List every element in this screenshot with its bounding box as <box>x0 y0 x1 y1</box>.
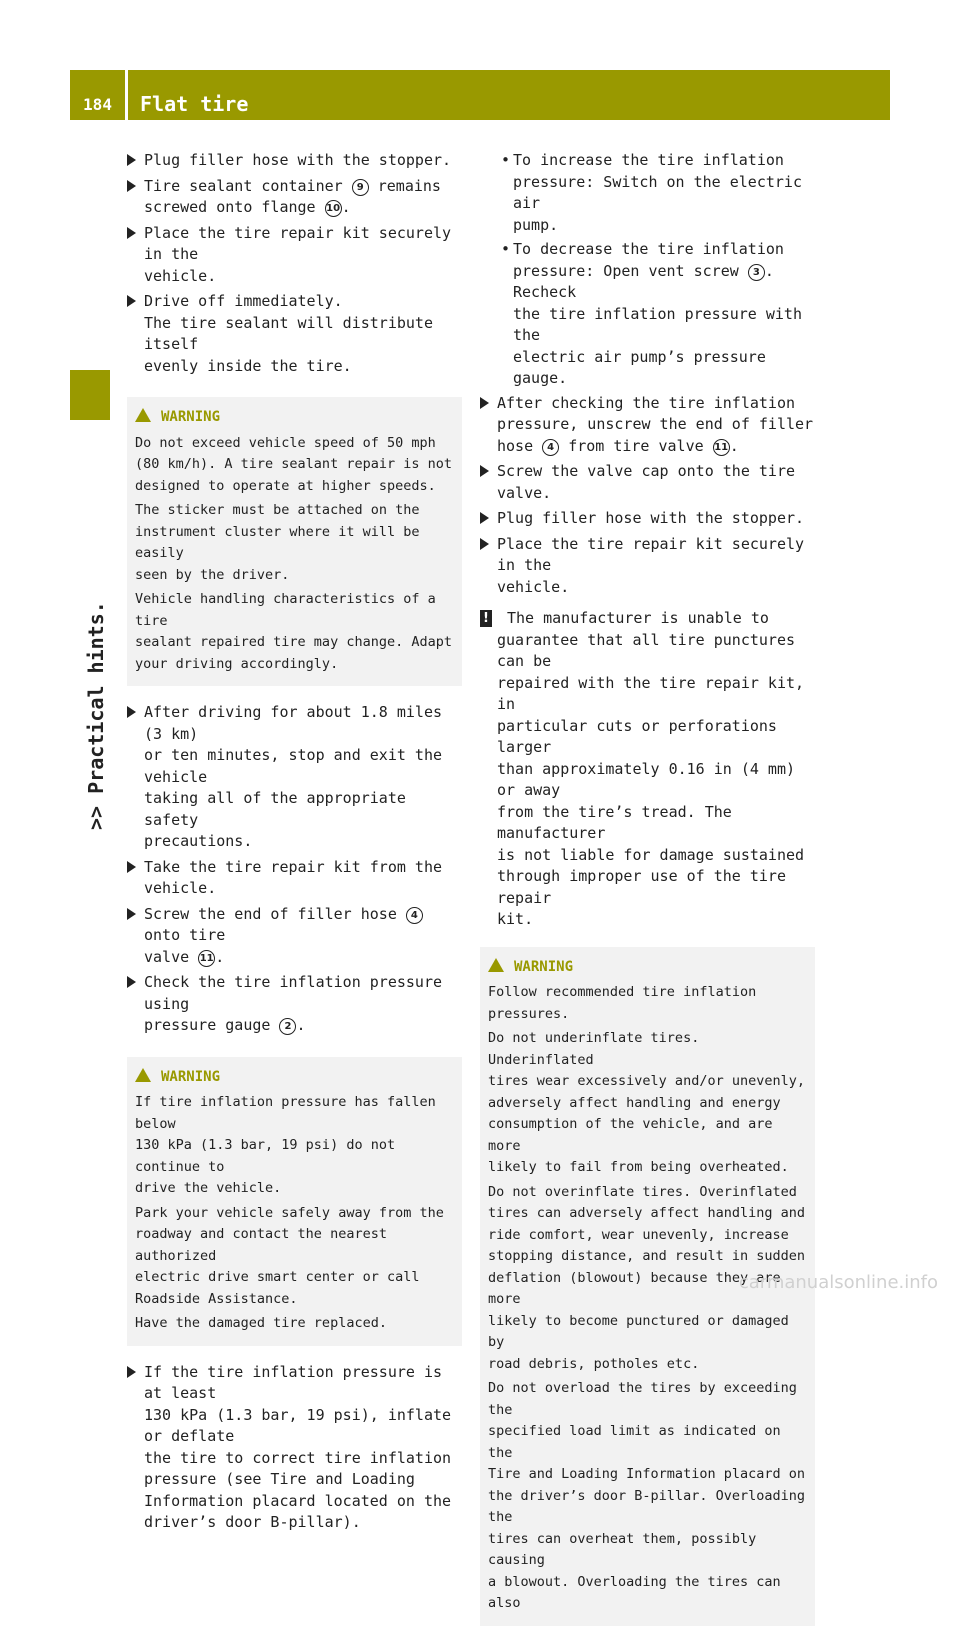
arrow-right-icon <box>127 227 136 239</box>
page-title: Flat tire <box>140 92 249 116</box>
warning-paragraph: Do not exceed vehicle speed of 50 mph (80 km/h). A tire sealant repair is not designed to operate at higher speeds. <box>135 434 452 494</box>
warning-paragraph: Vehicle handling characteristics of a tire sealant repaired tire may change. Adapt your driving accordingly. <box>135 591 452 672</box>
arrow-right-icon <box>127 908 136 920</box>
page-number: 184 <box>83 95 112 114</box>
arrow-right-icon <box>127 295 136 307</box>
callout-number: 11 <box>713 439 730 456</box>
instruction-step: After checking the tire inflation pressure, unscrew the end of filler hose 4 from tire valve 11 . <box>480 393 815 458</box>
warning-box <box>127 1057 462 1346</box>
header-divider <box>125 70 128 120</box>
warning-paragraph: The sticker must be attached on the instrument cluster where it will be easily seen by the driver. <box>135 502 420 583</box>
arrow-right-icon <box>127 154 136 166</box>
callout-number: 4 <box>406 907 423 924</box>
instruction-step: Plug filler hose with the stopper. <box>480 508 815 530</box>
warning-paragraph: Park your vehicle safely away from the roadway and contact the nearest authorized electric drive smart center or call Roadside Assistance. <box>135 1204 444 1307</box>
instruction-step <box>127 223 462 288</box>
warning-paragraph: If tire inflation pressure has fallen below 130 kPa (1.3 bar, 19 psi) do not continue to drive the vehicle. <box>135 1094 436 1196</box>
step-text: Plug filler hose with the stopper. <box>144 151 452 169</box>
warning-triangle-icon <box>135 1068 151 1082</box>
step-text: evenly inside the tire. <box>144 356 352 375</box>
callout-number: 4 <box>542 439 559 456</box>
arrow-right-icon <box>127 976 136 988</box>
step-text: Drive off immediately. <box>144 292 343 310</box>
instruction-step <box>127 291 462 377</box>
arrow-right-icon <box>480 538 489 550</box>
right-column <box>480 150 815 1626</box>
step-text: screwed onto flange 10 . <box>144 198 351 216</box>
step-text: The tire sealant will distribute itself <box>144 313 433 353</box>
instruction-step: Screw the end of filler hose 4 onto tire valve 11 . <box>127 904 462 969</box>
callout-number: 2 <box>279 1018 296 1035</box>
left-column <box>127 150 462 1538</box>
list-item: • To increase the tire inflation pressure: Switch on the electric air pump. <box>501 151 802 234</box>
warning-triangle-icon <box>135 408 151 422</box>
callout-number: 10 <box>325 200 342 217</box>
warning-heading: WARNING <box>135 1067 454 1089</box>
instruction-step: If the tire inflation pressure is at least 130 kPa (1.3 bar, 19 psi), inflate or deflate the tire to correct tire inflation pressure (see Tire and Loading Information placard located on the driver’s door B-pillar). <box>127 1362 462 1534</box>
section-label: >> Practical hints. <box>84 601 108 830</box>
arrow-right-icon <box>127 180 136 192</box>
instruction-step: Check the tire inflation pressure using pressure gauge 2 . <box>127 972 462 1037</box>
warning-paragraph: Have the damaged tire replaced. <box>135 1315 387 1331</box>
instruction-step: Take the tire repair kit from the vehicle. <box>127 857 462 900</box>
arrow-right-icon <box>127 861 136 873</box>
list-item: • To decrease the tire inflation pressure: Open vent screw 3 . Recheck the tire inflation pressure with the electric air pump’s pressure gauge. <box>501 240 802 387</box>
warning-paragraph: Do not overload the tires by exceeding the specified load limit as indicated on the Tire and Loading Information placard on the driver’s door B-pillar. Overloading the tires can overheat them, possibly causing a blowout. Overloading the tires can also <box>488 1380 805 1611</box>
callout-number: 9 <box>352 179 369 196</box>
warning-box <box>127 397 462 686</box>
side-tab-marker <box>70 370 110 420</box>
exclamation-icon: ! <box>480 610 492 627</box>
instruction-step <box>127 176 462 219</box>
arrow-right-icon <box>127 1366 136 1378</box>
arrow-right-icon <box>127 706 136 718</box>
instruction-step: Screw the valve cap onto the tire valve. <box>480 461 815 504</box>
watermark: carmanualsonline.info <box>738 1272 938 1293</box>
warning-paragraph: Do not overinflate tires. Overinflated tires can adversely affect handling and ride comfort, wear unevenly, increase stopping distance, and result in sudden deflation (blowout) because they are more likely to become punctured or damaged by road debris, potholes etc. <box>488 1183 805 1372</box>
step-text: Tire sealant container 9 remains <box>144 176 441 195</box>
arrow-right-icon <box>480 397 489 409</box>
instruction-step: After driving for about 1.8 miles (3 km) or ten minutes, stop and exit the vehicle taking all of the appropriate safety precautions. <box>127 702 462 853</box>
step-text: Place the tire repair kit securely in the <box>144 223 452 263</box>
callout-number: 11 <box>198 950 215 967</box>
caution-note: ! The manufacturer is unable to guarantee that all tire punctures can be repaired with the tire repair kit, in particular cuts or perforations larger than approximately 0.16 in (4 mm) or away from the tire’s tread. The manufacturer is not liable for damage sustained through improper use of the tire repair kit. <box>480 608 815 931</box>
warning-triangle-icon <box>488 958 504 972</box>
callout-number: 3 <box>748 264 765 281</box>
arrow-right-icon <box>480 512 489 524</box>
arrow-right-icon <box>480 465 489 477</box>
warning-paragraph: Do not underinflate tires. Underinflated tires wear excessively and/or unevenly, adversely affect handling and energy consumption of the vehicle, and are more likely to fail from being overheated. <box>488 1030 805 1175</box>
warning-heading: WARNING <box>488 957 807 979</box>
step-text: vehicle. <box>144 266 217 285</box>
instruction-step <box>127 150 462 172</box>
warning-heading: WARNING <box>135 407 454 429</box>
warning-paragraph: Follow recommended tire inflation pressures. <box>488 984 757 1022</box>
instruction-step: Place the tire repair kit securely in the vehicle. <box>480 534 815 599</box>
